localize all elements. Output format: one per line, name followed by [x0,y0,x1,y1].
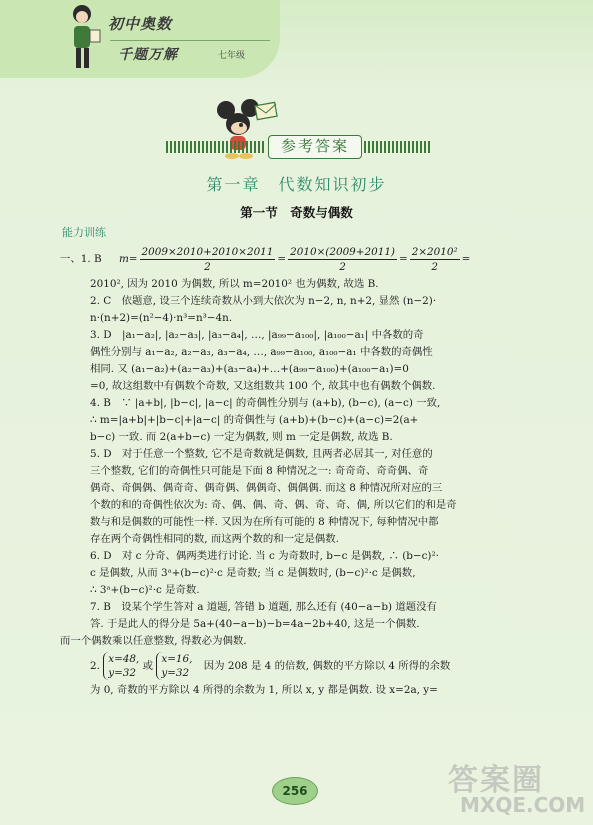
header-stripe-right [364,141,432,153]
answer-line: 答. 于是此人的得分是 5a+(40−a−b)−b=4a−2b+40, 这是一个偶数. [90,618,420,630]
answer-line: 4. B ∵ |a+b|, |b−c|, |a−c| 的奇偶性分别与 (a+b), (b−c), (a−c) 一致, [90,397,441,409]
answer-line: 3. D |a₁−a₂|, |a₂−a₃|, |a₃−a₄|, …, |a₉₉−a₁₀₀|, |a₁₀₀−a₁| 中各数的奇 [90,329,424,341]
header-stripe-left [166,141,266,153]
fraction: $\frac{2009\times 2010+2010\times 2011}{2}$ [141,245,274,273]
answer-line: 2. C 依题意, 设三个连续奇数从小到大依次为 n−2, n, n+2, 显然 (n−2)· [90,295,437,307]
q1-prefix: 一、1. B [60,253,102,265]
section-title: 第一节 奇数与偶数 [240,205,353,220]
book-title: 初中奥数 [108,15,173,33]
answer-line: 一、1. B m= $\frac{2009\times 2010+2010\times 2011}{2}$ = $\frac{2010\times(2009+2011)}{2}$ = $\frac{\text{2×2010²}}{2}$ = [60,245,471,273]
header-banner [0,0,280,78]
equation-system: x=16, y=32 [156,652,192,680]
answer-line: 相同. 又 (a₁−a₂)+(a₂−a₃)+(a₃−a₄)+…+(a₉₉−a₁₀₀)+(a₁₀₀−a₁)=0 [90,363,409,375]
answer-line: 为 0, 奇数的平方除以 4 所得的余数为 1, 所以 x, y 都是偶数. 设 x=2a, y= [90,684,438,696]
q1-m: m= [118,253,138,265]
fraction: $\frac{\text{2×2010²}}{2}$ [411,245,458,273]
answers-title: 参考答案 [268,135,362,159]
answer-line: 存在两个奇偶性相同的数, 而这两个数的和一定是偶数. [90,533,339,545]
answer-line: =0, 故这组数中有偶数个奇数, 又这组数共 100 个, 故其中也有偶数个偶数. [90,380,436,392]
equation-system: x=48, y=32 [103,652,139,680]
fraction: $\frac{2010\times(2009+2011)}{2}$ [290,245,395,273]
answer-content [60,242,525,699]
answer-line: 偶性分别与 a₁−a₂, a₂−a₃, a₃−a₄, …, a₉₉−a₁₀₀, a₁₀₀−a₁ 中各数的奇偶性 [90,346,433,358]
answer-line: 而一个偶数乘以任意整数, 得数必为偶数. [60,635,247,647]
answer-line: c 是偶数, 从而 3ᵃ+(b−c)²·c 是奇数; 当 c 是偶数时, (b−c)²·c 是偶数, [90,567,416,579]
answer-line: 7. B 设某个学生答对 a 道题, 答错 b 道题, 那么还有 (40−a−b) 道题没有 [90,601,437,613]
answer-line: 数与和是偶数的可能性一样. 又因为在所有可能的 8 种情况下, 每种情况中都 [90,516,439,528]
answer-line: ∴ m=|a+b|+|b−c|+|a−c| 的奇偶性与 (a+b)+(b−c)+(a−c)=2(a+ [90,414,419,426]
book-subtitle: 千题万解 [118,47,178,63]
answer-line: n·(n+2)=(n²−4)·n³=n³−4n. [90,312,233,324]
answer-line: 个数的和的奇偶性依次为: 奇、偶、偶、奇、偶、奇、奇、偶, 所以它们的和是奇 [90,499,457,511]
chapter-title: 第一章 代数知识初步 [206,175,387,194]
banner-divider [110,40,270,41]
practice-label: 能力训练 [62,226,106,239]
answer-line: 2010², 因为 2010 为偶数, 所以 m=2010² 也为偶数, 故选 B. [90,278,379,290]
answer-line: 6. D 对 c 分奇、偶两类进行讨论. 当 c 为奇数时, b−c 是偶数, ∴ (b−c)²· [90,550,439,562]
answer-line: 5. D 对于任意一个整数, 它不是奇数就是偶数, 且两者必居其一, 对任意的 [90,448,433,460]
answer-line: 偶奇、奇偶偶、偶奇奇、偶奇偶、偶偶奇、偶偶偶. 而这 8 种情况所对应的三 [90,482,443,494]
page-number: 256 [272,777,318,805]
answers-header [166,135,432,159]
answer-line: 2. x=48, y=32 或 x=16, y=32 因为 208 是 4 的倍数, 偶数的平方除以 4 所得的余数 [90,653,451,679]
answer-line: b−c) 一致. 而 2(a+b−c) 一定为偶数, 则 m 一定是偶数, 故选 B. [90,431,393,443]
grade-label: 七年级 [218,51,246,61]
answer-line: 三个整数, 它们的奇偶性只可能是下面 8 种情况之一: 奇奇奇、奇奇偶、奇 [90,465,429,477]
site-watermark: 答案圈 MXQE.COM [448,763,586,817]
answer-line: ∴ 3ᵃ+(b−c)²·c 是奇数. [90,584,200,596]
student-figure-icon [60,2,104,74]
